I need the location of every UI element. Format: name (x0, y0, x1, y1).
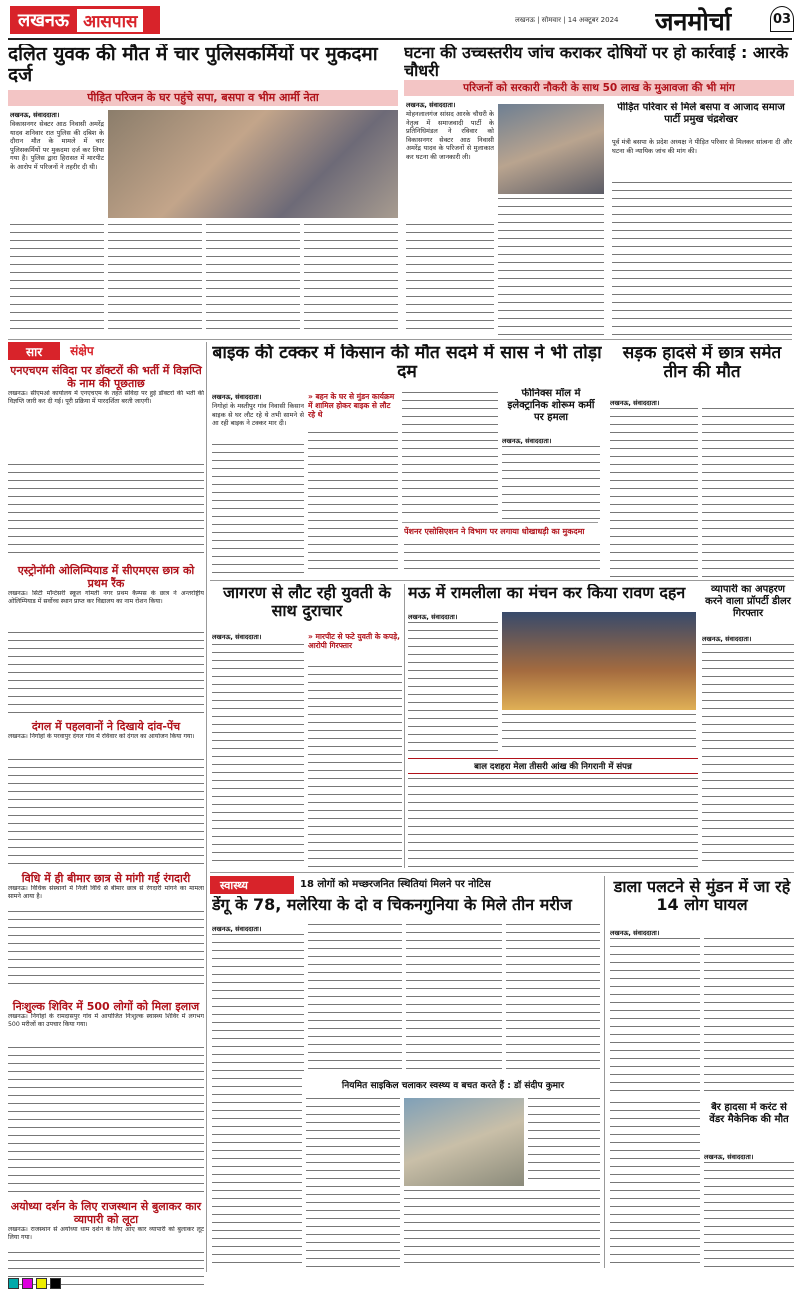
sar-item (8, 720, 204, 865)
a10-dateline: लखनऊ, संवाददाता। (702, 635, 752, 643)
a1-dateline: लखनऊ, संवाददाता। (10, 111, 60, 119)
masthead-rule (8, 38, 792, 40)
a5-text (502, 446, 600, 520)
a4-col3 (402, 392, 498, 520)
health-dateline: लखनऊ, संवाददाता। (212, 925, 262, 933)
a8-dateline: लखनऊ, संवाददाता। (212, 633, 262, 641)
a11-dateline: लखनऊ, संवाददाता। (610, 929, 660, 937)
sar-item-text: लखनऊ। निगोहां के परवापुर दंगल गांव में रविवार को दंगल का आयोजन किया गया। (8, 733, 195, 740)
sar-item-more (8, 911, 204, 991)
a8-col2 (308, 666, 402, 868)
a11-headline: डाला पलटने से मुंडन में जा रहे 14 लोग घायल (613, 878, 791, 914)
a11-col2 (704, 938, 794, 1098)
a2-subhead: परिजनों को सरकारी नौकरी के साथ 50 लाख के मुआवजा की भी मांग (404, 80, 794, 96)
a12-headline: बैर हादसा में करंट से वेंडर मैकेनिक की मौत (709, 1102, 789, 1125)
health-col6 (306, 1098, 400, 1268)
health-col2 (308, 924, 402, 1074)
a1-col1-text (10, 224, 104, 336)
a2-col1-text (406, 224, 494, 336)
a3-headline: पीड़ित परिवार से मिले बसपा व आजाद समाज पार्टी प्रमुख चंद्रशेखर (617, 102, 785, 125)
a4-headline: बाइक की टक्कर में किसान की मौत सदमे में सास ने भी तोड़ा दम (212, 344, 602, 383)
sar-item-text: लखनऊ। राजस्थान से अयोध्या धाम दर्शन के लिए आए कार व्यापारी को बुलाकर लूट लिया गया। (8, 1226, 204, 1242)
a8-headline: जागरण से लौट रही युवती के साथ दुराचार (223, 584, 391, 620)
divider (402, 522, 598, 523)
health-col4 (506, 924, 600, 1074)
health-col7 (404, 1190, 600, 1268)
section-header (10, 6, 160, 34)
a4-col1 (212, 444, 304, 576)
health-col3 (406, 924, 502, 1074)
health-col1 (212, 934, 304, 1074)
sar-item-more (8, 464, 204, 560)
health-col5 (212, 1078, 302, 1268)
section-name: आसपास (77, 9, 143, 32)
sar-item (8, 564, 204, 718)
a9-photo (502, 612, 696, 710)
divider (210, 872, 794, 873)
a8-highlight-box: » मारपीट से फटे युवती के कपड़े, आरोपी गिरफ्तार (308, 632, 401, 650)
dateline: लखनऊ | सोमवार | 14 अक्टूबर 2024 (515, 16, 619, 24)
a1-subhead: पीड़ित परिजन के घर पहुंचे सपा, बसपा व भीम आर्मी नेता (8, 90, 398, 106)
a12-dateline: लखनऊ, संवाददाता। (704, 1153, 754, 1161)
a2-lead: मोहनलालगंज सांसद आरके चौधरी के नेतृत्व में समाजवादी पार्टी के प्रतिनिधिमंडल ने रविवार को विकासनगर सेक्टर आठ निवासी अमरेंद्र यादव के परिजनों से मुलाकात कर घटना की जानकारी ली। (406, 110, 494, 161)
a5-dateline: लखनऊ, संवाददाता। (502, 437, 552, 445)
sar-item (8, 1000, 204, 1199)
a4-text: निगोहां के मस्तीपुर गांव निवासी किसान बाइक से घर लौट रहे थे तभी सामने से आ रही बाइक ने टक्कर मार दी। (212, 402, 304, 428)
a11-col1 (610, 938, 700, 1098)
a11-col3 (610, 1102, 700, 1268)
a9-dateline: लखनऊ, संवाददाता। (408, 613, 458, 621)
a1-col4-text (304, 224, 398, 336)
a4-highlight-box: » बहन के घर से मुंडन कार्यक्रम में शामिल होकर बाइक से लौट रहे थे (308, 392, 395, 419)
a7-text (404, 544, 600, 576)
sar-item-more (8, 1047, 204, 1199)
a1-col3-text (206, 224, 300, 336)
sar-item-more (8, 632, 204, 718)
sar-tab-label: सार (26, 344, 43, 359)
sar-item-text: लखनऊ। निगोहां के रामदासपुर गांव में आयोजित निःशुल्क स्वास्थ्य शिविर में लगभग 500 मरीजों का उपचार किया गया। (8, 1013, 204, 1029)
a8-col1 (212, 644, 304, 868)
print-color-bar (8, 1278, 792, 1292)
a3-lead: पूर्व मंत्री बसपा के प्रदेश अध्यक्ष ने पीड़ित परिवार से मिलकर सांत्वना दी और घटना की न्यायिक जांच की मांग की। (612, 138, 792, 155)
brand-logo: जनमोर्चा (655, 7, 732, 36)
sar-item-text: लखनऊ। सिटी मॉन्टेसरी स्कूल गोमती नगर प्रथम कैम्पस के छात्र ने अन्तर्राष्ट्रीय ओलिम्पियाड में सर्वोच्च स्थान प्राप्त कर विद्यालय का नाम रोशन किया। (8, 590, 204, 606)
health-tab: स्वास्थ्य (210, 876, 294, 894)
column-rule (604, 876, 605, 1268)
a12-text (704, 1162, 794, 1268)
a6-col1 (610, 408, 698, 578)
a6-col2 (702, 408, 794, 578)
a3-text (612, 182, 792, 336)
divider (210, 580, 794, 581)
sar-list (8, 364, 204, 1294)
sar-item-more (8, 759, 204, 865)
sar-item-head: निःशुल्क शिविर में 500 लोगों को मिला इलाज (12, 1000, 200, 1013)
sar-item-text: लखनऊ। सीएमओ कार्यालय में एनएचएम के तहत संविदा पर हुई डॉक्टरों की भर्ती की विज्ञप्ति जारी कर दी गई। पूरी प्रक्रिया में पारदर्शिता बरती जाएगी। (8, 390, 204, 406)
a9-col1 (408, 622, 498, 754)
sar-item-head: अयोध्या दर्शन के लिए राजस्थान से बुलाकर कार व्यापारी को लूटा (10, 1200, 202, 1226)
a2-photo (498, 104, 604, 194)
health-subhead: 18 लोगों को मच्छरजनित स्थितियां मिलने पर नोटिस (300, 879, 491, 890)
a1-lead: विकासनगर सेक्टर आठ निवासी अमरेंद्र यादव शनिवार रात पुलिस की दबिश के दौरान मौत के मामले में चार पुलिसकर्मियों पर मुकदमा दर्ज कर लिया गया है। पुलिस द्वारा हिरासत में मारपीट के आरोप में परिजनों ने तहरीर दी थी। (10, 120, 104, 171)
a9-col3 (408, 778, 698, 868)
sar-item-head: विधि में ही बीमार छात्र से मांगी गई रंगदारी (21, 872, 191, 885)
a6-headline: सड़क हादसे में छात्र समेत तीन की मौत (622, 344, 782, 382)
a1-headline: दलित युवक की मौत में चार पुलिसकर्मियों पर मुकदमा दर्ज (8, 44, 378, 86)
a10-text (702, 644, 794, 868)
sar-item-head: एस्ट्रोनॉमी ओलिम्पियाड में सीएमएस छात्र को प्रथम रैंक (17, 564, 195, 590)
sar-item-head: दंगल में पहलवानों ने दिखाये दांव-पेंच (31, 720, 181, 733)
a2-col2-text (498, 198, 604, 336)
a4-dateline: लखनऊ, संवाददाता। (212, 393, 262, 401)
section-city: लखनऊ (18, 10, 70, 31)
divider (8, 339, 792, 340)
a7-headline: पेंशनर एसोसिएशन ने विभाग पर लगाया धोखाधड़ी का मुकदमा (404, 527, 585, 536)
column-rule (404, 584, 405, 868)
a2-dateline: लखनऊ, संवाददाता। (406, 101, 456, 109)
a1-col2-text (108, 224, 202, 336)
health-photo (404, 1098, 524, 1186)
sar-item (8, 872, 204, 991)
a2-headline: घटना की उच्चस्तरीय जांच कराकर दोषियों पर हो कार्रवाई : आरके चौधरी (404, 44, 789, 78)
a1-photo (108, 110, 398, 218)
sar-item-head: एनएचएम संविदा पर डॉक्टरों की भर्ती में विज्ञप्ति के नाम की पूछताछ (10, 364, 202, 390)
a9-pullquote: बाल दशहरा मेला तीसरी आंख की निगरानी में संपन्न (408, 758, 698, 774)
health-inner-headline: नियमित साइकिल चलाकर स्वस्थ्य व बचत करते हैं : डॉ संदीप कुमार (341, 1081, 565, 1091)
sar-tab (8, 342, 204, 360)
health-col8 (528, 1098, 600, 1186)
a5-headline: फीनिक्स मॉल में इलेक्ट्रानिक शोरूम कर्मी पर हमला (507, 388, 595, 423)
a9-headline: मऊ में रामलीला का मंचन कर किया रावण दहन (408, 584, 686, 602)
a10-headline: व्यापारी का अपहरण करने वाला प्रॉपर्टी डीलर गिरफ्तार (705, 584, 791, 619)
health-headline: डेंगू के 78, मलेरिया के दो व चिकनगुनिया के मिले तीन मरीज (212, 896, 572, 914)
a6-dateline: लखनऊ, संवाददाता। (610, 399, 660, 407)
sar-item-text: लखनऊ। विधिक संस्थानों में निजी विधि से बीमार छात्र से रंगदारी मांगने का मामला सामने आया है। (8, 885, 204, 901)
a9-col2 (502, 714, 696, 754)
page-number: 03 (770, 6, 794, 32)
a4-col2 (308, 432, 398, 576)
sar-item (8, 364, 204, 560)
column-rule (206, 342, 207, 1272)
sar-tab-label2: संक्षेप (60, 342, 204, 360)
